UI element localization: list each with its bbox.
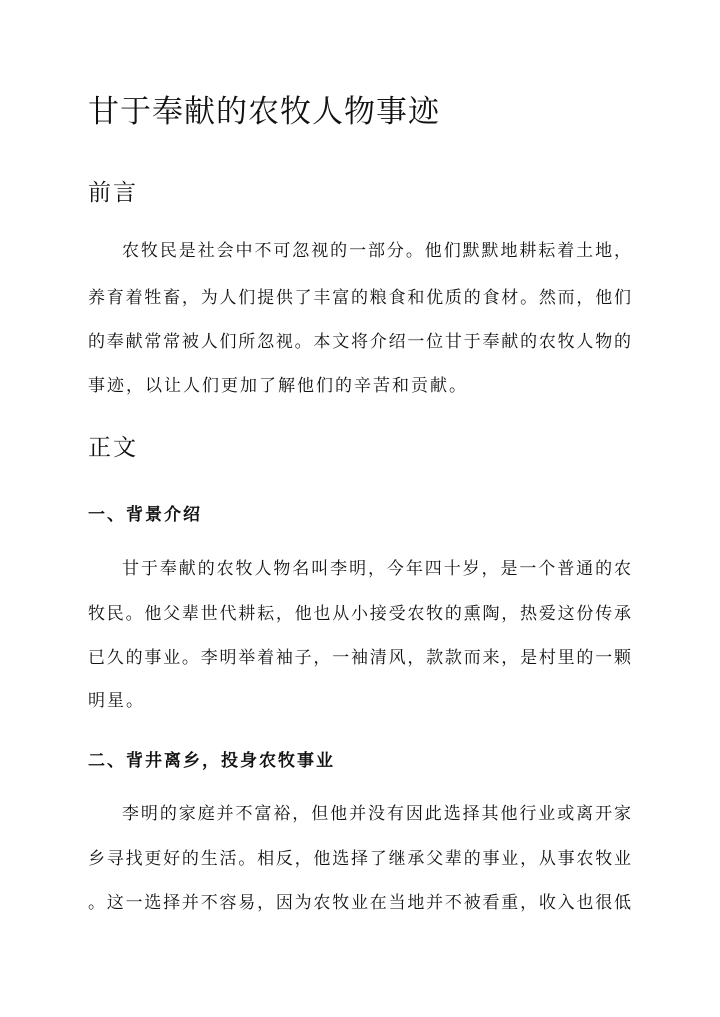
- preface-line: 的奉献常常被人们所忽视。本文将介绍一位甘于奉献的农牧人物的: [88, 332, 631, 352]
- section1-line: 牧民。他父辈世代耕耘，他也从小接受农牧的熏陶，热爱这份传承: [88, 604, 631, 624]
- document-title: 甘于奉献的农牧人物事迹: [88, 94, 440, 130]
- section1-line: 已久的事业。李明举着袖子，一袖清风，款款而来，是村里的一颗: [88, 648, 631, 668]
- preface-line: 事迹，以让人们更加了解他们的辛苦和贡献。: [88, 376, 468, 396]
- section2-line: 李明的家庭并不富裕，但他并没有因此选择其他行业或离开家: [122, 804, 631, 824]
- preface-heading: 前言: [88, 180, 138, 206]
- preface-line: 养育着牲畜，为人们提供了丰富的粮食和优质的食材。然而，他们: [88, 288, 631, 308]
- body-heading: 正文: [88, 435, 138, 461]
- section1-line: 明星。: [88, 691, 145, 711]
- section2-line: 。这一选择并不容易，因为农牧业在当地并不被看重，收入也很低: [88, 893, 631, 913]
- section1-heading: 一、背景介绍: [88, 505, 202, 525]
- preface-line: 农牧民是社会中不可忽视的一部分。他们默默地耕耘着土地，: [122, 241, 631, 261]
- section2-line: 乡寻找更好的生活。相反，他选择了继承父辈的事业，从事农牧业: [88, 849, 631, 869]
- section2-heading: 二、背井离乡，投身农牧事业: [88, 751, 335, 771]
- section1-line: 甘于奉献的农牧人物名叫李明，今年四十岁，是一个普通的农: [122, 559, 631, 579]
